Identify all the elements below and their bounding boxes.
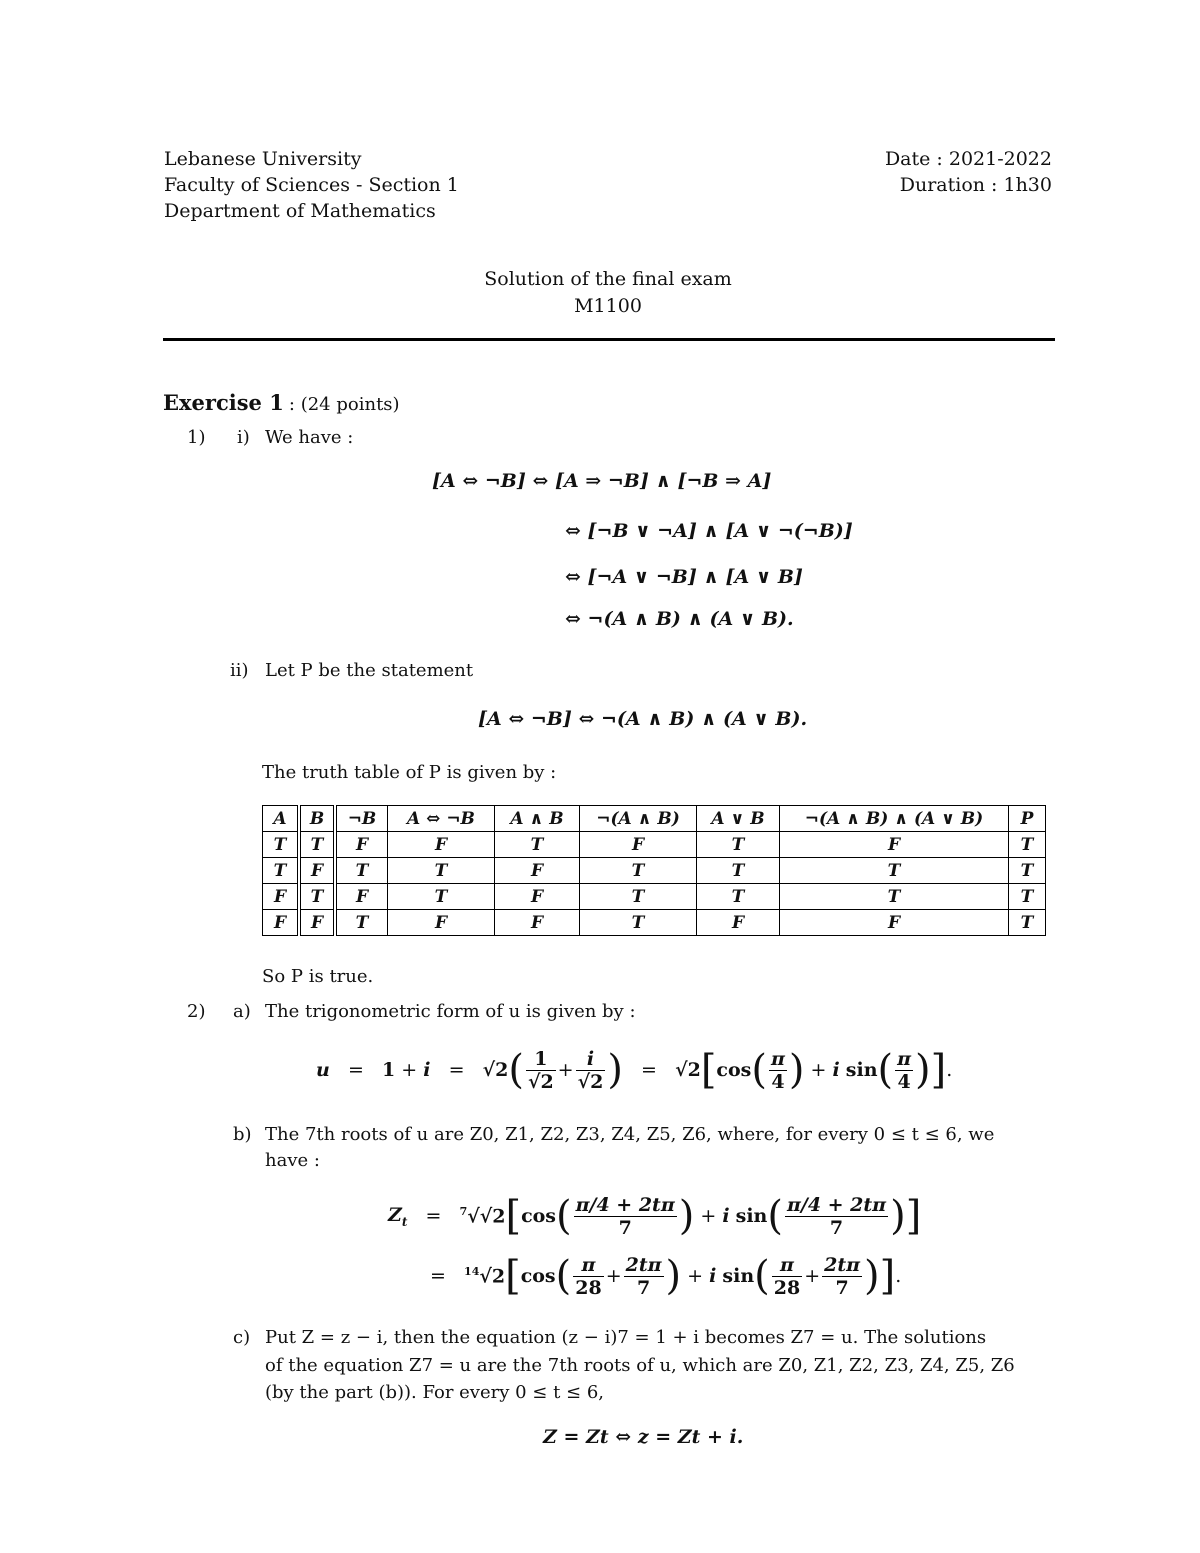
col-header: A <box>263 806 300 832</box>
table-cell: T <box>495 832 580 858</box>
table-cell: F <box>388 910 495 936</box>
equiv-line-3: ⇔ [¬A ∨ ¬B] ∧ [A ∨ B] <box>565 566 803 588</box>
table-cell: F <box>263 884 300 910</box>
table-row <box>263 832 1046 858</box>
table-cell: F <box>335 832 388 858</box>
table-cell: F <box>780 832 1009 858</box>
table-cell: F <box>388 832 495 858</box>
conclusion-text: So P is true. <box>262 966 374 987</box>
table-cell: T <box>697 832 780 858</box>
table-cell: T <box>263 832 300 858</box>
title-rule <box>163 338 1055 341</box>
col-header: ¬(A ∧ B) ∧ (A ∨ B) <box>780 806 1009 832</box>
table-cell: T <box>697 858 780 884</box>
col-header: B <box>299 806 335 832</box>
header-right <box>885 146 1052 198</box>
item-2-b-text-2: have : <box>265 1150 320 1171</box>
table-cell: T <box>1009 884 1046 910</box>
table-cell: T <box>580 884 697 910</box>
table-cell: F <box>335 884 388 910</box>
exam-duration: Duration : 1h30 <box>899 174 1052 196</box>
truth-intro: The truth table of P is given by : <box>262 762 557 783</box>
item-1-i-text: We have : <box>265 427 354 448</box>
table-cell: F <box>299 858 335 884</box>
statement-p: [A ⇔ ¬B] ⇔ ¬(A ∧ B) ∧ (A ∨ B). <box>478 708 808 730</box>
item-1-label: 1) <box>187 427 206 448</box>
item-1-i-label: i) <box>237 427 250 448</box>
col-header: P <box>1009 806 1046 832</box>
table-cell: T <box>263 858 300 884</box>
item-2-c-text-1: Put Z = z − i, then the equation (z − i)7 = 1 + i becomes Z7 = u. The solutions <box>265 1327 987 1348</box>
table-row <box>263 884 1046 910</box>
course-code: M1100 <box>574 295 642 317</box>
item-2-b-text-1: The 7th roots of u are Z0, Z1, Z2, Z3, Z4, Z5, Z6, where, for every 0 ≤ t ≤ 6, we <box>265 1124 995 1145</box>
col-header: ¬B <box>335 806 388 832</box>
doc-title: Solution of the final exam <box>484 268 732 290</box>
table-cell: T <box>780 858 1009 884</box>
table-cell: T <box>299 884 335 910</box>
table-cell: T <box>335 910 388 936</box>
final-equation: Z = Zt ⇔ z = Zt + i. <box>543 1426 744 1448</box>
exercise-heading <box>163 390 400 415</box>
table-cell: T <box>335 858 388 884</box>
department-name: Department of Mathematics <box>164 200 436 222</box>
trig-form-equation: u = 1 + i = √2 ( $\frac{1}{√2}$ + $\frac{i}{√2}$ ) = √2 [ cos ( $\frac{\pi}{4}$ ) + i sin ( $\frac{\pi}{4}$ ) ] . <box>316 1047 953 1093</box>
item-2-c-text-2: of the equation Z7 = u are the 7th roots of u, which are Z0, Z1, Z2, Z3, Z4, Z5, Z6 <box>265 1355 1015 1376</box>
col-header: A ∧ B <box>495 806 580 832</box>
equiv-line-4: ⇔ ¬(A ∧ B) ∧ (A ∨ B). <box>565 608 794 630</box>
faculty-name: Faculty of Sciences - Section 1 <box>164 174 459 196</box>
zt-equation-1: $Z_t$ = $^7$√√2 [ cos ( $\frac{\pi/4 + 2t\pi}{7}$ ) + i sin ( $\frac{\pi/4 + 2t\pi}{7}$ ) ] <box>388 1193 922 1239</box>
table-cell: T <box>1009 858 1046 884</box>
truth-table-header <box>263 806 1046 832</box>
table-cell: F <box>780 910 1009 936</box>
item-2-c-text-3: (by the part (b)). For every 0 ≤ t ≤ 6, <box>265 1382 605 1403</box>
table-cell: T <box>697 884 780 910</box>
table-cell: T <box>299 832 335 858</box>
table-cell: T <box>580 910 697 936</box>
col-header: A ⇔ ¬B <box>388 806 495 832</box>
equiv-line-1: [A ⇔ ¬B] ⇔ [A ⇒ ¬B] ∧ [¬B ⇒ A] <box>432 470 772 492</box>
table-cell: F <box>495 910 580 936</box>
table-row <box>263 858 1046 884</box>
table-cell: T <box>580 858 697 884</box>
item-2-c-label: c) <box>233 1327 251 1348</box>
zt-equation-2: = $^{14}$√2 [ cos ( $\frac{\pi}{28}$ + $\frac{2t\pi}{7}$ ) + i sin ( $\frac{\pi}{28}$ + $\frac{2t\pi}{7}$ ) ] . <box>430 1253 902 1299</box>
item-2-label: 2) <box>187 1001 206 1022</box>
table-cell: T <box>1009 910 1046 936</box>
item-1-ii-label: ii) <box>230 660 249 681</box>
exercise-points: : (24 points) <box>288 394 400 415</box>
table-cell: T <box>1009 832 1046 858</box>
equiv-line-2: ⇔ [¬B ∨ ¬A] ∧ [A ∨ ¬(¬B)] <box>565 520 853 542</box>
item-2-b-label: b) <box>233 1124 252 1145</box>
header-left <box>164 146 459 224</box>
exam-date: Date : 2021-2022 <box>884 148 1052 170</box>
table-cell: T <box>388 884 495 910</box>
exercise-title: Exercise 1 <box>163 390 284 415</box>
table-cell: F <box>263 910 300 936</box>
table-cell: F <box>580 832 697 858</box>
item-2-a-label: a) <box>233 1001 251 1022</box>
col-header: ¬(A ∧ B) <box>580 806 697 832</box>
table-cell: T <box>780 884 1009 910</box>
table-row <box>263 910 1046 936</box>
item-2-a-text: The trigonometric form of u is given by : <box>265 1001 636 1022</box>
table-cell: T <box>388 858 495 884</box>
col-header: A ∨ B <box>697 806 780 832</box>
table-cell: F <box>495 858 580 884</box>
table-cell: F <box>495 884 580 910</box>
table-cell: F <box>697 910 780 936</box>
item-1-ii-text: Let P be the statement <box>265 660 474 681</box>
table-cell: F <box>299 910 335 936</box>
truth-table <box>262 805 1046 936</box>
university-name: Lebanese University <box>164 148 362 170</box>
